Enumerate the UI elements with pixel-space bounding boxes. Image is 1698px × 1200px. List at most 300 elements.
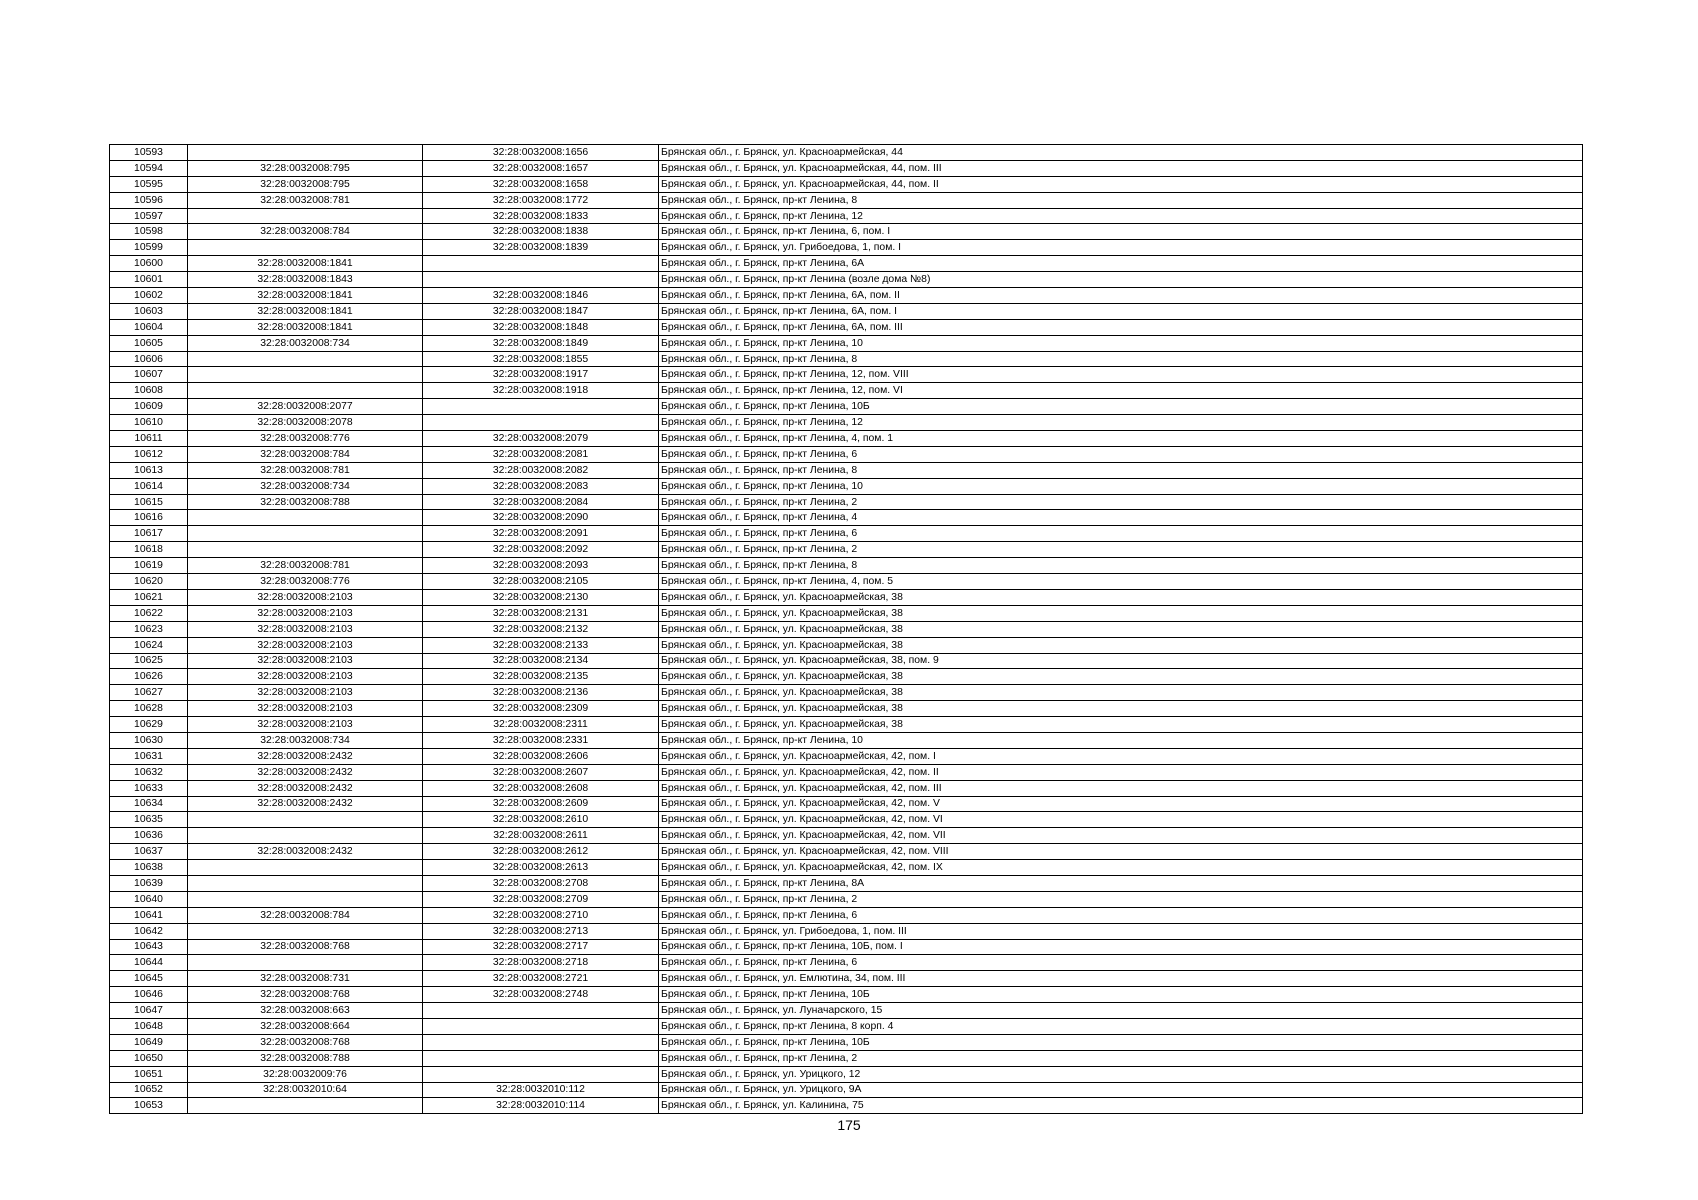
address-cell: Брянская обл., г. Брянск, пр-кт Ленина, 10 — [659, 478, 1583, 494]
row-number-cell: 10632 — [110, 764, 188, 780]
row-number-cell: 10600 — [110, 256, 188, 272]
parcel-number-cell — [188, 145, 423, 161]
address-cell: Брянская обл., г. Брянск, ул. Красноармейская, 38 — [659, 637, 1583, 653]
address-cell: Брянская обл., г. Брянск, ул. Грибоедова, 1, пом. III — [659, 923, 1583, 939]
row-number-cell: 10624 — [110, 637, 188, 653]
row-number-cell: 10610 — [110, 415, 188, 431]
row-number-cell: 10645 — [110, 971, 188, 987]
table-row — [110, 653, 1583, 669]
row-number-cell: 10606 — [110, 351, 188, 367]
address-cell: Брянская обл., г. Брянск, пр-кт Ленина, 8 корп. 4 — [659, 1018, 1583, 1034]
table-row — [110, 860, 1583, 876]
table-row — [110, 399, 1583, 415]
row-number-cell: 10633 — [110, 780, 188, 796]
object-number-cell: 32:28:0032008:2748 — [423, 987, 659, 1003]
table-row — [110, 272, 1583, 288]
table-row — [110, 891, 1583, 907]
table-row — [110, 431, 1583, 447]
parcel-number-cell: 32:28:0032008:768 — [188, 987, 423, 1003]
row-number-cell: 10602 — [110, 288, 188, 304]
parcel-number-cell: 32:28:0032008:781 — [188, 558, 423, 574]
object-number-cell — [423, 1003, 659, 1019]
table-row — [110, 367, 1583, 383]
table-row — [110, 796, 1583, 812]
table-row — [110, 732, 1583, 748]
address-cell: Брянская обл., г. Брянск, ул. Луначарского, 15 — [659, 1003, 1583, 1019]
address-cell: Брянская обл., г. Брянск, пр-кт Ленина, 8 — [659, 558, 1583, 574]
table-row — [110, 955, 1583, 971]
address-cell: Брянская обл., г. Брянск, ул. Красноармейская, 42, пом. III — [659, 780, 1583, 796]
registry-table-body — [110, 145, 1583, 1114]
table-row — [110, 669, 1583, 685]
parcel-number-cell: 32:28:0032008:2078 — [188, 415, 423, 431]
object-number-cell: 32:28:0032010:114 — [423, 1098, 659, 1114]
parcel-number-cell: 32:28:0032008:784 — [188, 446, 423, 462]
address-cell: Брянская обл., г. Брянск, ул. Красноармейская, 42, пом. VIII — [659, 844, 1583, 860]
object-number-cell: 32:28:0032008:1849 — [423, 335, 659, 351]
row-number-cell: 10635 — [110, 812, 188, 828]
address-cell: Брянская обл., г. Брянск, ул. Красноармейская, 42, пом. IX — [659, 860, 1583, 876]
address-cell: Брянская обл., г. Брянск, пр-кт Ленина, 8 — [659, 462, 1583, 478]
parcel-number-cell: 32:28:0032008:2103 — [188, 621, 423, 637]
address-cell: Брянская обл., г. Брянск, ул. Красноармейская, 38 — [659, 669, 1583, 685]
table-row — [110, 383, 1583, 399]
row-number-cell: 10595 — [110, 176, 188, 192]
object-number-cell: 32:28:0032010:112 — [423, 1082, 659, 1098]
parcel-number-cell: 32:28:0032008:2077 — [188, 399, 423, 415]
address-cell: Брянская обл., г. Брянск, пр-кт Ленина, 4, пом. 5 — [659, 574, 1583, 590]
address-cell: Брянская обл., г. Брянск, ул. Красноармейская, 44 — [659, 145, 1583, 161]
row-number-cell: 10640 — [110, 891, 188, 907]
parcel-number-cell: 32:28:0032008:1841 — [188, 319, 423, 335]
parcel-number-cell — [188, 208, 423, 224]
address-cell: Брянская обл., г. Брянск, ул. Красноармейская, 42, пом. V — [659, 796, 1583, 812]
object-number-cell — [423, 399, 659, 415]
parcel-number-cell: 32:28:0032008:781 — [188, 462, 423, 478]
object-number-cell: 32:28:0032008:2311 — [423, 717, 659, 733]
object-number-cell: 32:28:0032008:2713 — [423, 923, 659, 939]
object-number-cell: 32:28:0032008:2309 — [423, 701, 659, 717]
object-number-cell: 32:28:0032008:2611 — [423, 828, 659, 844]
table-row — [110, 574, 1583, 590]
parcel-number-cell: 32:28:0032008:2103 — [188, 605, 423, 621]
parcel-number-cell: 32:28:0032008:2432 — [188, 748, 423, 764]
row-number-cell: 10637 — [110, 844, 188, 860]
row-number-cell: 10603 — [110, 303, 188, 319]
object-number-cell: 32:28:0032008:2091 — [423, 526, 659, 542]
row-number-cell: 10621 — [110, 589, 188, 605]
address-cell: Брянская обл., г. Брянск, ул. Калинина, 75 — [659, 1098, 1583, 1114]
parcel-number-cell: 32:28:0032008:2103 — [188, 653, 423, 669]
address-cell: Брянская обл., г. Брянск, пр-кт Ленина, 10Б, пом. I — [659, 939, 1583, 955]
object-number-cell: 32:28:0032008:1847 — [423, 303, 659, 319]
table-row — [110, 351, 1583, 367]
row-number-cell: 10644 — [110, 955, 188, 971]
row-number-cell: 10611 — [110, 431, 188, 447]
row-number-cell: 10609 — [110, 399, 188, 415]
object-number-cell: 32:28:0032008:2134 — [423, 653, 659, 669]
address-cell: Брянская обл., г. Брянск, пр-кт Ленина, 12 — [659, 208, 1583, 224]
object-number-cell: 32:28:0032008:1839 — [423, 240, 659, 256]
row-number-cell: 10593 — [110, 145, 188, 161]
address-cell: Брянская обл., г. Брянск, ул. Красноармейская, 44, пом. III — [659, 160, 1583, 176]
object-number-cell: 32:28:0032008:2136 — [423, 685, 659, 701]
address-cell: Брянская обл., г. Брянск, ул. Красноармейская, 38 — [659, 717, 1583, 733]
row-number-cell: 10627 — [110, 685, 188, 701]
parcel-number-cell — [188, 875, 423, 891]
object-number-cell: 32:28:0032008:2093 — [423, 558, 659, 574]
table-row — [110, 828, 1583, 844]
object-number-cell: 32:28:0032008:2135 — [423, 669, 659, 685]
row-number-cell: 10650 — [110, 1050, 188, 1066]
table-row — [110, 160, 1583, 176]
object-number-cell: 32:28:0032008:2082 — [423, 462, 659, 478]
object-number-cell: 32:28:0032008:1917 — [423, 367, 659, 383]
parcel-number-cell: 32:28:0032008:768 — [188, 939, 423, 955]
address-cell: Брянская обл., г. Брянск, ул. Красноармейская, 38 — [659, 621, 1583, 637]
address-cell: Брянская обл., г. Брянск, ул. Красноармейская, 38 — [659, 605, 1583, 621]
table-row — [110, 1050, 1583, 1066]
table-row — [110, 510, 1583, 526]
parcel-number-cell: 32:28:0032008:784 — [188, 907, 423, 923]
object-number-cell: 32:28:0032008:1848 — [423, 319, 659, 335]
row-number-cell: 10597 — [110, 208, 188, 224]
parcel-number-cell — [188, 526, 423, 542]
object-number-cell — [423, 415, 659, 431]
table-row — [110, 1082, 1583, 1098]
parcel-number-cell — [188, 383, 423, 399]
object-number-cell: 32:28:0032008:2331 — [423, 732, 659, 748]
parcel-number-cell: 32:28:0032008:2103 — [188, 669, 423, 685]
row-number-cell: 10636 — [110, 828, 188, 844]
table-row — [110, 748, 1583, 764]
object-number-cell: 32:28:0032008:2092 — [423, 542, 659, 558]
table-row — [110, 605, 1583, 621]
object-number-cell: 32:28:0032008:1656 — [423, 145, 659, 161]
table-row — [110, 335, 1583, 351]
address-cell: Брянская обл., г. Брянск, ул. Красноармейская, 42, пом. II — [659, 764, 1583, 780]
address-cell: Брянская обл., г. Брянск, ул. Урицкого, 9А — [659, 1082, 1583, 1098]
row-number-cell: 10626 — [110, 669, 188, 685]
table-row — [110, 621, 1583, 637]
object-number-cell: 32:28:0032008:2607 — [423, 764, 659, 780]
object-number-cell: 32:28:0032008:2083 — [423, 478, 659, 494]
object-number-cell: 32:28:0032008:1918 — [423, 383, 659, 399]
object-number-cell — [423, 1050, 659, 1066]
table-row — [110, 923, 1583, 939]
table-row — [110, 415, 1583, 431]
parcel-number-cell — [188, 923, 423, 939]
registry-table — [109, 144, 1583, 1114]
row-number-cell: 10613 — [110, 462, 188, 478]
address-cell: Брянская обл., г. Брянск, пр-кт Ленина, 2 — [659, 1050, 1583, 1066]
table-row — [110, 907, 1583, 923]
row-number-cell: 10625 — [110, 653, 188, 669]
row-number-cell: 10601 — [110, 272, 188, 288]
row-number-cell: 10631 — [110, 748, 188, 764]
row-number-cell: 10598 — [110, 224, 188, 240]
row-number-cell: 10643 — [110, 939, 188, 955]
object-number-cell — [423, 256, 659, 272]
object-number-cell: 32:28:0032008:1838 — [423, 224, 659, 240]
table-row — [110, 1018, 1583, 1034]
table-row — [110, 240, 1583, 256]
object-number-cell: 32:28:0032008:2090 — [423, 510, 659, 526]
address-cell: Брянская обл., г. Брянск, пр-кт Ленина, 10 — [659, 335, 1583, 351]
object-number-cell: 32:28:0032008:2718 — [423, 955, 659, 971]
table-row — [110, 478, 1583, 494]
parcel-number-cell: 32:28:0032008:788 — [188, 1050, 423, 1066]
table-row — [110, 844, 1583, 860]
row-number-cell: 10604 — [110, 319, 188, 335]
object-number-cell: 32:28:0032008:2612 — [423, 844, 659, 860]
row-number-cell: 10615 — [110, 494, 188, 510]
row-number-cell: 10652 — [110, 1082, 188, 1098]
address-cell: Брянская обл., г. Брянск, пр-кт Ленина, 4 — [659, 510, 1583, 526]
row-number-cell: 10594 — [110, 160, 188, 176]
object-number-cell: 32:28:0032008:2608 — [423, 780, 659, 796]
table-row — [110, 987, 1583, 1003]
parcel-number-cell: 32:28:0032008:734 — [188, 478, 423, 494]
parcel-number-cell: 32:28:0032008:795 — [188, 160, 423, 176]
address-cell: Брянская обл., г. Брянск, пр-кт Ленина, 8 — [659, 192, 1583, 208]
object-number-cell: 32:28:0032008:1855 — [423, 351, 659, 367]
parcel-number-cell: 32:28:0032008:768 — [188, 1034, 423, 1050]
address-cell: Брянская обл., г. Брянск, ул. Красноармейская, 38 — [659, 589, 1583, 605]
parcel-number-cell — [188, 542, 423, 558]
table-row — [110, 1034, 1583, 1050]
parcel-number-cell: 32:28:0032008:788 — [188, 494, 423, 510]
page-number: 175 — [837, 1117, 861, 1133]
parcel-number-cell: 32:28:0032008:2103 — [188, 701, 423, 717]
address-cell: Брянская обл., г. Брянск, пр-кт Ленина, 12, пом. VI — [659, 383, 1583, 399]
object-number-cell: 32:28:0032008:2133 — [423, 637, 659, 653]
parcel-number-cell: 32:28:0032008:2103 — [188, 717, 423, 733]
address-cell: Брянская обл., г. Брянск, пр-кт Ленина, 2 — [659, 542, 1583, 558]
table-row — [110, 685, 1583, 701]
parcel-number-cell — [188, 828, 423, 844]
row-number-cell: 10607 — [110, 367, 188, 383]
table-row — [110, 319, 1583, 335]
object-number-cell — [423, 272, 659, 288]
address-cell: Брянская обл., г. Брянск, ул. Красноармейская, 38 — [659, 701, 1583, 717]
address-cell: Брянская обл., г. Брянск, пр-кт Ленина, 6 — [659, 907, 1583, 923]
object-number-cell: 32:28:0032008:2610 — [423, 812, 659, 828]
table-row — [110, 1098, 1583, 1114]
address-cell: Брянская обл., г. Брянск, ул. Красноармейская, 42, пом. VI — [659, 812, 1583, 828]
row-number-cell: 10619 — [110, 558, 188, 574]
table-row — [110, 764, 1583, 780]
parcel-number-cell: 32:28:0032008:664 — [188, 1018, 423, 1034]
address-cell: Брянская обл., г. Брянск, пр-кт Ленина, 8 — [659, 351, 1583, 367]
row-number-cell: 10642 — [110, 923, 188, 939]
address-cell: Брянская обл., г. Брянск, ул. Красноармейская, 44, пом. II — [659, 176, 1583, 192]
address-cell: Брянская обл., г. Брянск, пр-кт Ленина, 6А, пом. I — [659, 303, 1583, 319]
table-row — [110, 971, 1583, 987]
row-number-cell: 10638 — [110, 860, 188, 876]
table-row — [110, 145, 1583, 161]
parcel-number-cell: 32:28:0032008:2103 — [188, 637, 423, 653]
parcel-number-cell — [188, 955, 423, 971]
object-number-cell: 32:28:0032008:2079 — [423, 431, 659, 447]
address-cell: Брянская обл., г. Брянск, пр-кт Ленина, 4, пом. 1 — [659, 431, 1583, 447]
object-number-cell: 32:28:0032008:2130 — [423, 589, 659, 605]
parcel-number-cell — [188, 891, 423, 907]
address-cell: Брянская обл., г. Брянск, ул. Грибоедова, 1, пом. I — [659, 240, 1583, 256]
address-cell: Брянская обл., г. Брянск, пр-кт Ленина, 12 — [659, 415, 1583, 431]
row-number-cell: 10630 — [110, 732, 188, 748]
table-row — [110, 558, 1583, 574]
parcel-number-cell: 32:28:0032008:784 — [188, 224, 423, 240]
address-cell: Брянская обл., г. Брянск, пр-кт Ленина, 12, пом. VIII — [659, 367, 1583, 383]
parcel-number-cell: 32:28:0032008:663 — [188, 1003, 423, 1019]
table-row — [110, 542, 1583, 558]
address-cell: Брянская обл., г. Брянск, пр-кт Ленина, 10Б — [659, 987, 1583, 1003]
parcel-number-cell: 32:28:0032008:1841 — [188, 303, 423, 319]
address-cell: Брянская обл., г. Брянск, пр-кт Ленина, 6А — [659, 256, 1583, 272]
parcel-number-cell: 32:28:0032008:776 — [188, 574, 423, 590]
row-number-cell: 10629 — [110, 717, 188, 733]
object-number-cell: 32:28:0032008:2084 — [423, 494, 659, 510]
parcel-number-cell: 32:28:0032008:781 — [188, 192, 423, 208]
table-row — [110, 224, 1583, 240]
row-number-cell: 10596 — [110, 192, 188, 208]
parcel-number-cell — [188, 351, 423, 367]
row-number-cell: 10648 — [110, 1018, 188, 1034]
address-cell: Брянская обл., г. Брянск, ул. Красноармейская, 38 — [659, 685, 1583, 701]
table-row — [110, 589, 1583, 605]
parcel-number-cell: 32:28:0032008:2103 — [188, 685, 423, 701]
row-number-cell: 10614 — [110, 478, 188, 494]
row-number-cell: 10605 — [110, 335, 188, 351]
parcel-number-cell: 32:28:0032008:1841 — [188, 256, 423, 272]
object-number-cell: 32:28:0032008:2131 — [423, 605, 659, 621]
table-row — [110, 1003, 1583, 1019]
table-row — [110, 176, 1583, 192]
address-cell: Брянская обл., г. Брянск, ул. Красноармейская, 38, пом. 9 — [659, 653, 1583, 669]
row-number-cell: 10620 — [110, 574, 188, 590]
row-number-cell: 10623 — [110, 621, 188, 637]
table-row — [110, 637, 1583, 653]
address-cell: Брянская обл., г. Брянск, ул. Красноармейская, 42, пом. I — [659, 748, 1583, 764]
table-row — [110, 288, 1583, 304]
row-number-cell: 10628 — [110, 701, 188, 717]
parcel-number-cell: 32:28:0032008:734 — [188, 335, 423, 351]
row-number-cell: 10639 — [110, 875, 188, 891]
parcel-number-cell: 32:28:0032008:1841 — [188, 288, 423, 304]
table-row — [110, 526, 1583, 542]
parcel-number-cell: 32:28:0032008:2103 — [188, 589, 423, 605]
parcel-number-cell — [188, 860, 423, 876]
row-number-cell: 10651 — [110, 1066, 188, 1082]
parcel-number-cell: 32:28:0032008:2432 — [188, 796, 423, 812]
address-cell: Брянская обл., г. Брянск, пр-кт Ленина, 10Б — [659, 1034, 1583, 1050]
object-number-cell: 32:28:0032008:2717 — [423, 939, 659, 955]
object-number-cell: 32:28:0032008:1657 — [423, 160, 659, 176]
row-number-cell: 10599 — [110, 240, 188, 256]
address-cell: Брянская обл., г. Брянск, ул. Красноармейская, 42, пом. VII — [659, 828, 1583, 844]
address-cell: Брянская обл., г. Брянск, пр-кт Ленина, 2 — [659, 891, 1583, 907]
parcel-number-cell: 32:28:0032008:2432 — [188, 780, 423, 796]
address-cell: Брянская обл., г. Брянск, ул. Урицкого, 12 — [659, 1066, 1583, 1082]
table-row — [110, 303, 1583, 319]
address-cell: Брянская обл., г. Брянск, пр-кт Ленина, 6 — [659, 526, 1583, 542]
object-number-cell: 32:28:0032008:2613 — [423, 860, 659, 876]
address-cell: Брянская обл., г. Брянск, пр-кт Ленина, 6 — [659, 446, 1583, 462]
object-number-cell: 32:28:0032008:1772 — [423, 192, 659, 208]
row-number-cell: 10634 — [110, 796, 188, 812]
table-row — [110, 717, 1583, 733]
object-number-cell — [423, 1034, 659, 1050]
row-number-cell: 10608 — [110, 383, 188, 399]
object-number-cell: 32:28:0032008:2710 — [423, 907, 659, 923]
address-cell: Брянская обл., г. Брянск, пр-кт Ленина, 8А — [659, 875, 1583, 891]
parcel-number-cell: 32:28:0032008:731 — [188, 971, 423, 987]
object-number-cell — [423, 1018, 659, 1034]
object-number-cell: 32:28:0032008:2609 — [423, 796, 659, 812]
table-row — [110, 812, 1583, 828]
row-number-cell: 10647 — [110, 1003, 188, 1019]
table-row — [110, 701, 1583, 717]
object-number-cell: 32:28:0032008:1658 — [423, 176, 659, 192]
object-number-cell: 32:28:0032008:2105 — [423, 574, 659, 590]
object-number-cell — [423, 1066, 659, 1082]
address-cell: Брянская обл., г. Брянск, ул. Емлютина, 34, пом. III — [659, 971, 1583, 987]
row-number-cell: 10617 — [110, 526, 188, 542]
parcel-number-cell: 32:28:0032008:2432 — [188, 844, 423, 860]
table-row — [110, 462, 1583, 478]
row-number-cell: 10618 — [110, 542, 188, 558]
parcel-number-cell: 32:28:0032009:76 — [188, 1066, 423, 1082]
parcel-number-cell: 32:28:0032008:776 — [188, 431, 423, 447]
table-row — [110, 875, 1583, 891]
address-cell: Брянская обл., г. Брянск, пр-кт Ленина, 6А, пом. III — [659, 319, 1583, 335]
address-cell: Брянская обл., г. Брянск, пр-кт Ленина, 6, пом. I — [659, 224, 1583, 240]
parcel-number-cell: 32:28:0032008:2432 — [188, 764, 423, 780]
address-cell: Брянская обл., г. Брянск, пр-кт Ленина, 10 — [659, 732, 1583, 748]
object-number-cell: 32:28:0032008:2081 — [423, 446, 659, 462]
address-cell: Брянская обл., г. Брянск, пр-кт Ленина, 6А, пом. II — [659, 288, 1583, 304]
table-row — [110, 1066, 1583, 1082]
address-cell: Брянская обл., г. Брянск, пр-кт Ленина, 10Б — [659, 399, 1583, 415]
table-row — [110, 494, 1583, 510]
row-number-cell: 10612 — [110, 446, 188, 462]
row-number-cell: 10646 — [110, 987, 188, 1003]
parcel-number-cell: 32:28:0032008:795 — [188, 176, 423, 192]
row-number-cell: 10653 — [110, 1098, 188, 1114]
address-cell: Брянская обл., г. Брянск, пр-кт Ленина, 2 — [659, 494, 1583, 510]
parcel-number-cell — [188, 1098, 423, 1114]
address-cell: Брянская обл., г. Брянск, пр-кт Ленина, 6 — [659, 955, 1583, 971]
address-cell: Брянская обл., г. Брянск, пр-кт Ленина (возле дома №8) — [659, 272, 1583, 288]
parcel-number-cell — [188, 367, 423, 383]
parcel-number-cell — [188, 240, 423, 256]
object-number-cell: 32:28:0032008:2708 — [423, 875, 659, 891]
parcel-number-cell: 32:28:0032010:64 — [188, 1082, 423, 1098]
row-number-cell: 10616 — [110, 510, 188, 526]
row-number-cell: 10622 — [110, 605, 188, 621]
parcel-number-cell: 32:28:0032008:1843 — [188, 272, 423, 288]
table-row — [110, 939, 1583, 955]
parcel-number-cell: 32:28:0032008:734 — [188, 732, 423, 748]
table-row — [110, 446, 1583, 462]
parcel-number-cell — [188, 510, 423, 526]
object-number-cell: 32:28:0032008:2132 — [423, 621, 659, 637]
table-row — [110, 780, 1583, 796]
row-number-cell: 10649 — [110, 1034, 188, 1050]
object-number-cell: 32:28:0032008:2721 — [423, 971, 659, 987]
object-number-cell: 32:28:0032008:2709 — [423, 891, 659, 907]
